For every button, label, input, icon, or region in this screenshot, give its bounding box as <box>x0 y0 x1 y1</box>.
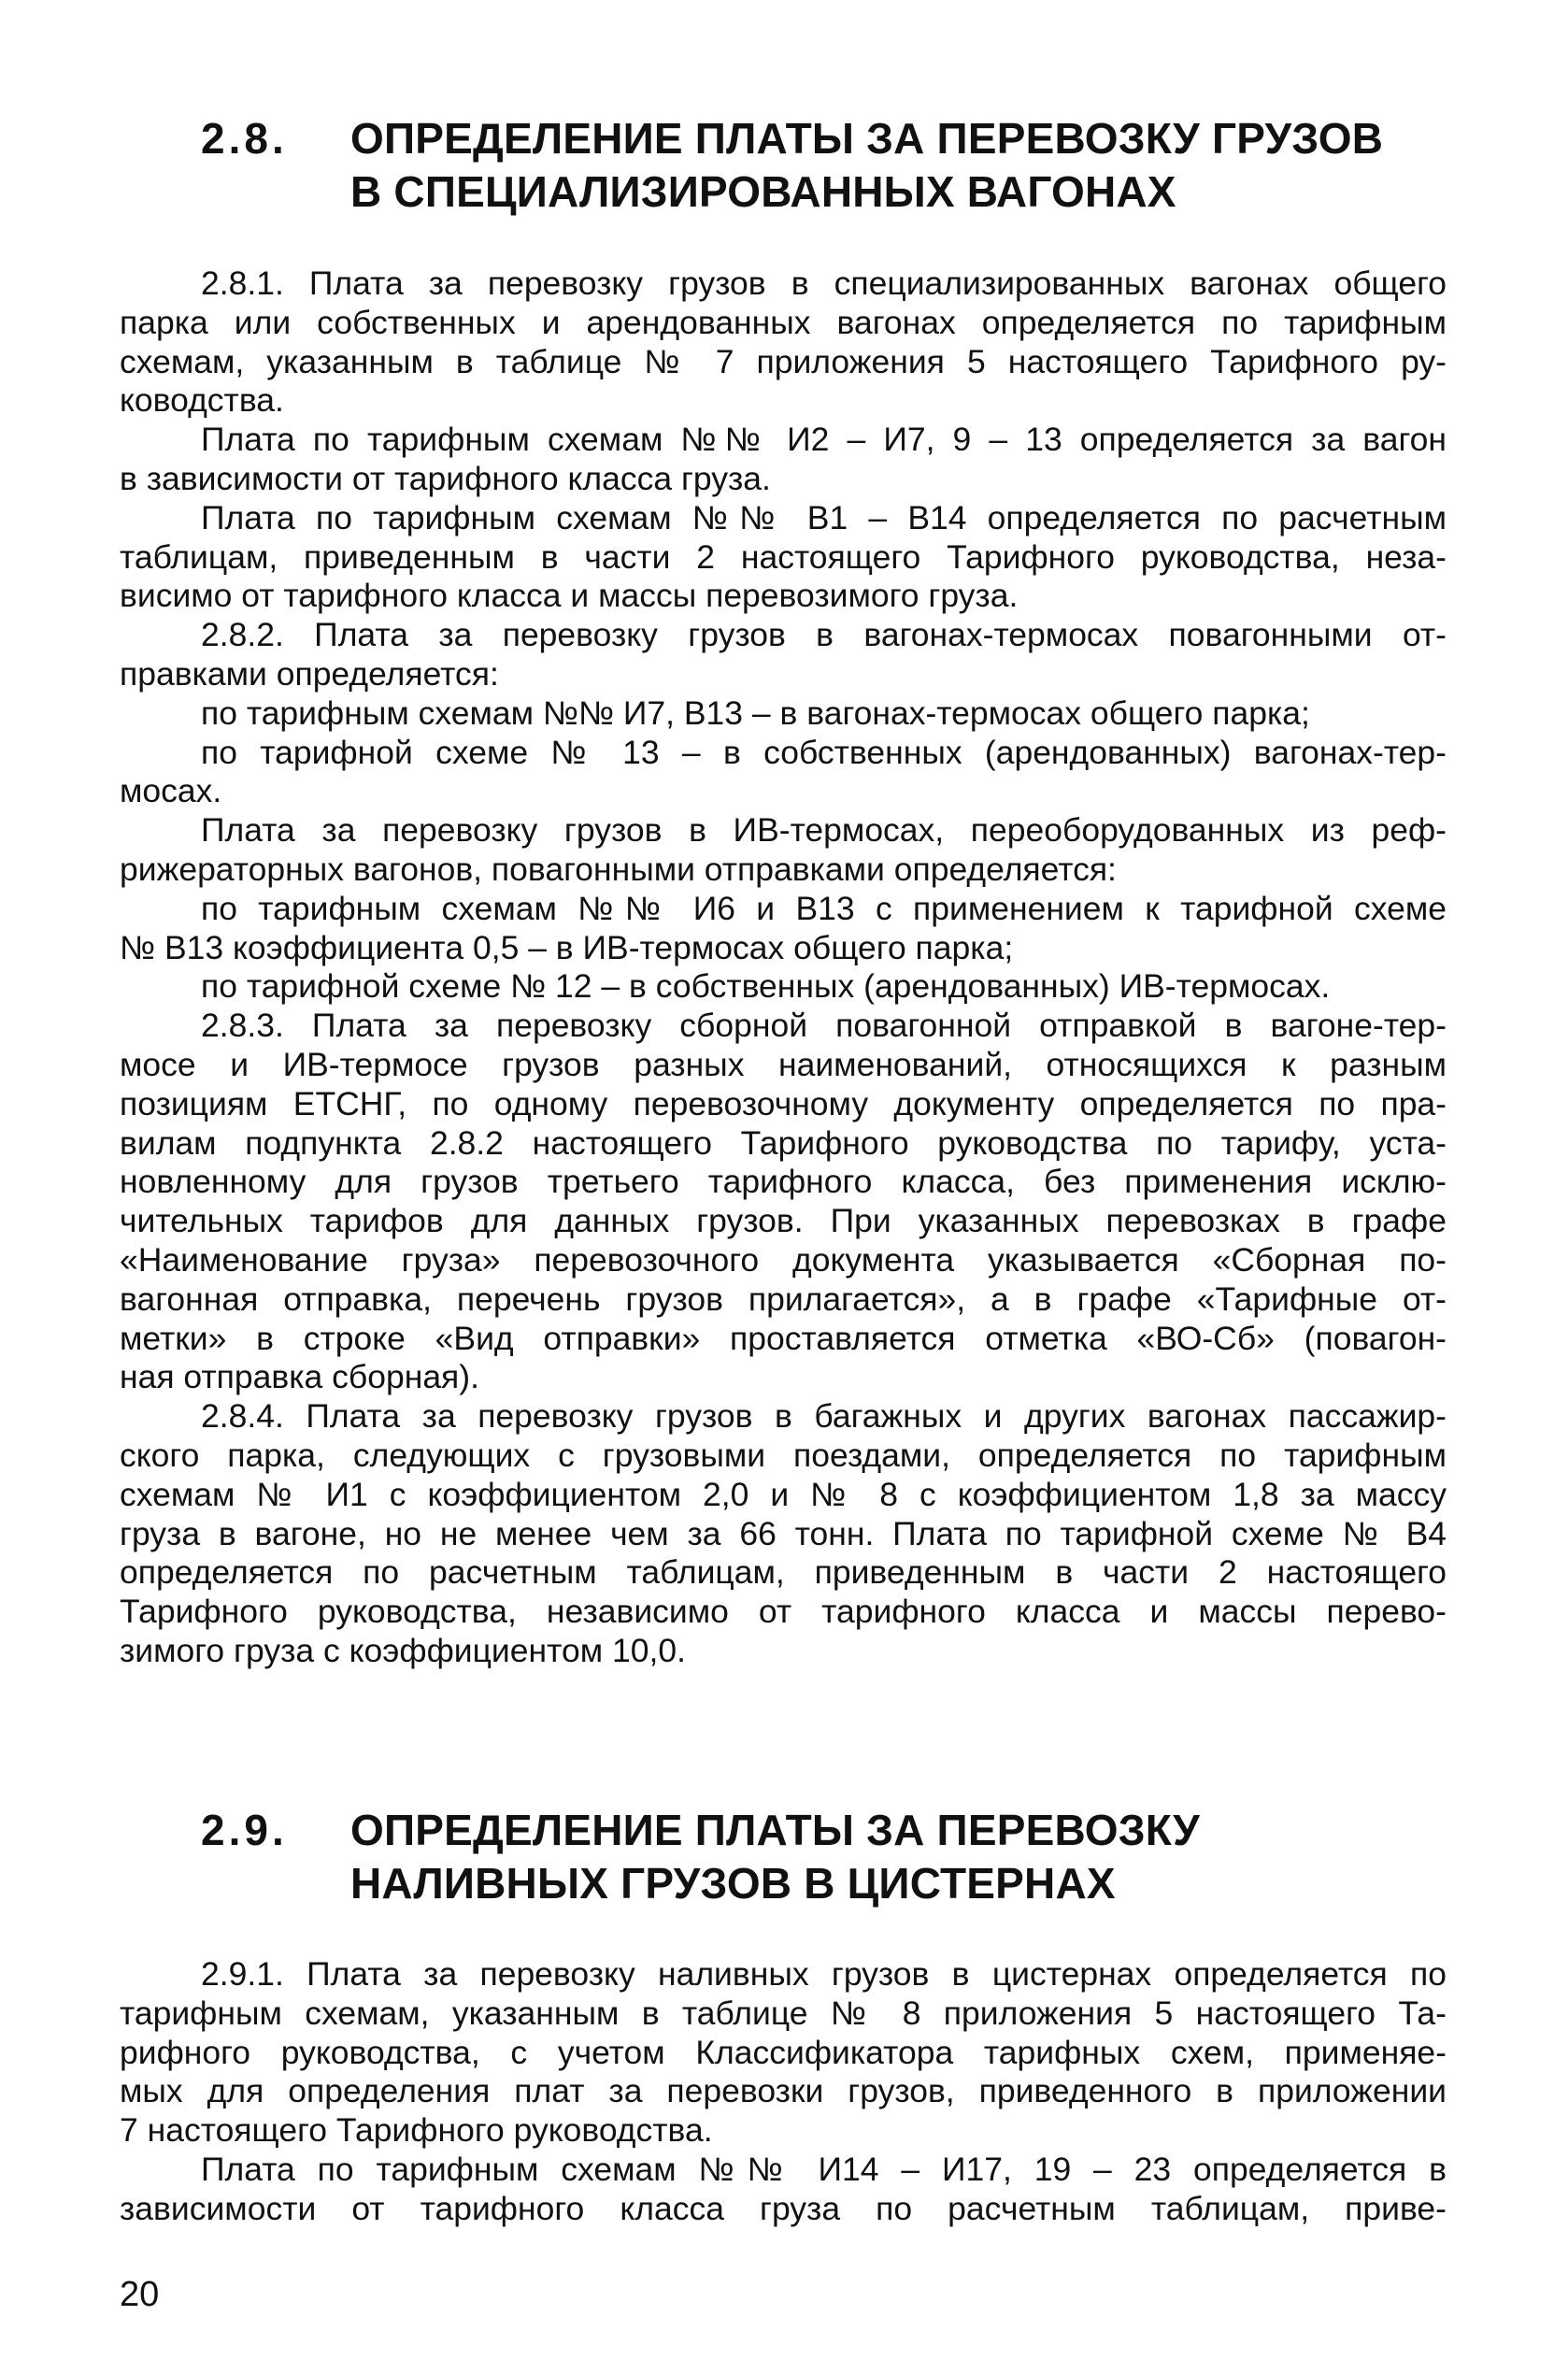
text-line: метки» в строке «Вид отправки» проставляется отметка «ВО-Сб» (повагон- <box>120 1319 1447 1357</box>
text-line: Плата по тарифным схемам №№ В1 – В14 определяется по расчетным <box>201 498 1447 536</box>
text-line: мосе и ИВ-термосе грузов разных наименований, относящихся к разным <box>120 1045 1447 1083</box>
text-line: определяется по расчетным таблицам, приведенным в части 2 настоящего <box>120 1553 1447 1592</box>
text-line: тарифным схемам, указанным в таблице № 8 приложения 5 настоящего Та- <box>120 1994 1447 2032</box>
section-title-line: ОПРЕДЕЛЕНИЕ ПЛАТЫ ЗА ПЕРЕВОЗКУ <box>350 1806 1200 1854</box>
text-line: правками определяется: <box>120 654 499 693</box>
paragraph <box>120 734 1447 812</box>
section-number: 2.8. <box>201 114 288 163</box>
text-line: по тарифной схеме № 13 – в собственных (арендованных) вагонах-тер- <box>201 733 1447 771</box>
text-line: мосах. <box>120 772 222 810</box>
section-title-line: НАЛИВНЫХ ГРУЗОВ В ЦИСТЕРНАХ <box>350 1859 1116 1908</box>
paragraph <box>120 2151 1447 2229</box>
paragraph <box>120 811 1447 890</box>
text-line: 2.8.3. Плата за перевозку сборной повагонной отправкой в вагоне-тер- <box>201 1007 1447 1045</box>
paragraph <box>120 967 1447 1007</box>
text-line: 2.8.2. Плата за перевозку грузов в вагонах-термосах повагонными от- <box>201 616 1447 654</box>
paragraph <box>120 499 1447 616</box>
section-heading-2-8 <box>201 112 1509 219</box>
text-line: ководства. <box>120 381 284 420</box>
text-line: схемам № И1 с коэффициентом 2,0 и № 8 с коэффициентом 1,8 за массу <box>120 1475 1447 1513</box>
text-line: мых для определения плат за перевозки грузов, приведенного в приложении <box>120 2072 1447 2110</box>
text-line: зависимости от тарифного класса груза по расчетным таблицам, приве- <box>120 2189 1447 2227</box>
paragraph <box>120 890 1447 968</box>
text-line: 7 настоящего Тарифного руководства. <box>120 2111 713 2150</box>
body-text-section-2-8 <box>120 264 1447 1671</box>
paragraph <box>120 694 1447 734</box>
paragraph <box>120 264 1447 421</box>
text-line: рифного руководства, с учетом Классификатора тарифных схем, применяе- <box>120 2033 1447 2071</box>
body-text-section-2-9 <box>120 1955 1447 2229</box>
paragraph <box>120 1955 1447 2151</box>
text-line: рижераторных вагонов, повагонными отправками определяется: <box>120 850 1117 888</box>
paragraph <box>120 1397 1447 1671</box>
text-line: чительных тарифов для данных грузов. При указанных перевозках в графе <box>120 1202 1447 1240</box>
text-line: Плата по тарифным схемам №№ И2 – И7, 9 – 13 определяется за вагон <box>201 421 1447 459</box>
text-line: схемам, указанным в таблице № 7 приложения 5 настоящего Тарифного ру- <box>120 342 1447 380</box>
section-title-line: В СПЕЦИАЛИЗИРОВАННЫХ ВАГОНАХ <box>350 167 1176 216</box>
text-line: 2.9.1. Плата за перевозку наливных грузов в цистернах определяется по <box>201 1955 1447 1993</box>
text-line: таблицам, приведенным в части 2 настоящего Тарифного руководства, неза- <box>120 537 1447 576</box>
text-line: 2.8.4. Плата за перевозку грузов в багажных и других вагонах пассажир- <box>201 1397 1447 1436</box>
text-line: по тарифным схемам №№ И7, В13 – в вагонах-термосах общего парка; <box>201 693 1310 732</box>
text-line: в зависимости от тарифного класса груза. <box>120 459 771 497</box>
text-line: ского парка, следующих с грузовыми поездами, определяется по тарифным <box>120 1436 1447 1474</box>
paragraph <box>120 1007 1447 1397</box>
text-line: по тарифной схеме № 12 – в собственных (арендованных) ИВ-термосах. <box>201 967 1331 1006</box>
text-line: № В13 коэффициента 0,5 – в ИВ-термосах общего парка; <box>120 928 1014 966</box>
text-line: груза в вагоне, но не менее чем за 66 тонн. Плата по тарифной схеме № В4 <box>120 1514 1447 1552</box>
section-number: 2.9. <box>201 1806 288 1854</box>
text-line: Плата по тарифным схемам №№ И14 – И17, 19 – 23 определяется в <box>201 2150 1447 2188</box>
page-number: 20 <box>120 2275 160 2314</box>
text-line: вагонная отправка, перечень грузов прилагается», а в графе «Тарифные от- <box>120 1279 1447 1318</box>
paragraph <box>120 421 1447 499</box>
text-line: по тарифным схемам №№ И6 и В13 с применением к тарифной схеме <box>201 889 1447 927</box>
text-line: Плата за перевозку грузов в ИВ-термосах, переоборудованных из реф- <box>201 811 1447 850</box>
section-title-line: ОПРЕДЕЛЕНИЕ ПЛАТЫ ЗА ПЕРЕВОЗКУ ГРУЗОВ <box>350 114 1384 163</box>
text-line: «Наименование груза» перевозочного документа указывается «Сборная по- <box>120 1240 1447 1279</box>
paragraph <box>120 616 1447 694</box>
text-line: висимо от тарифного класса и массы перевозимого груза. <box>120 577 1019 615</box>
text-line: зимого груза с коэффициентом 10,0. <box>120 1631 686 1669</box>
text-line: новленному для грузов третьего тарифного класса, без применения исклю- <box>120 1163 1447 1201</box>
text-line: вилам подпункта 2.8.2 настоящего Тарифного руководства по тарифу, уста- <box>120 1123 1447 1162</box>
text-line: парка или собственных и арендованных вагонах определяется по тарифным <box>120 303 1447 341</box>
section-heading-2-9 <box>201 1804 1509 1910</box>
text-line: позициям ЕТСНГ, по одному перевозочному документу определяется по пра- <box>120 1084 1447 1122</box>
text-line: ная отправка сборная). <box>120 1358 479 1396</box>
text-line: 2.8.1. Плата за перевозку грузов в специализированных вагонах общего <box>201 264 1447 302</box>
text-line: Тарифного руководства, независимо от тарифного класса и массы перево- <box>120 1593 1447 1631</box>
